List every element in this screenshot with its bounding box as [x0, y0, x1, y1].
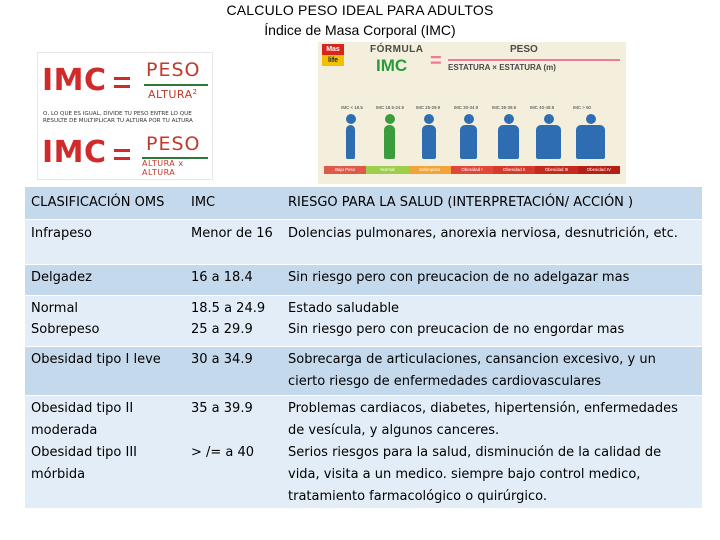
figure-label: IMC 40-49.9	[529, 105, 555, 110]
figure-label: IMC 25-29.9	[415, 105, 441, 110]
body-figure	[573, 105, 605, 164]
cell-risk-line-4: vida, visita a un medico. siempre bajo control medico,	[288, 467, 641, 482]
cell-risk-line-1: Sobrecarga de articulaciones, cansancion excesivo, y un	[288, 352, 656, 367]
cell-classification-normal: Normal	[31, 301, 79, 316]
band-segment: Obesidad I	[451, 166, 493, 174]
body-figure	[453, 105, 479, 164]
figure-head	[544, 114, 554, 124]
table-row	[25, 265, 702, 295]
formula-denominator: ESTATURA × ESTATURA (m)	[448, 63, 556, 72]
formula-equals: =	[430, 50, 442, 72]
figure-label: IMC > 50	[573, 105, 591, 110]
figure-body	[498, 125, 519, 159]
cell-imc-sobrepeso: 25 a 29.9	[191, 322, 253, 337]
logo-bottom: life	[322, 55, 344, 66]
imc-label-2: IMC	[42, 135, 107, 170]
cell-imc-obesity-3: > /= a 40	[191, 445, 255, 460]
cell-imc: 16 a 18.4	[191, 270, 253, 285]
cell-risk-line-5: tratamiento farmacológico o quirúrgico.	[288, 489, 547, 504]
band-segment: Obesidad III	[535, 166, 577, 174]
body-figure	[491, 105, 519, 164]
body-figure	[341, 105, 363, 164]
figure-head	[504, 114, 514, 124]
imc-label-1: IMC	[42, 63, 107, 98]
formula-fraction-line	[448, 59, 620, 61]
fraction-denominator-1	[148, 88, 198, 101]
cell-risk-normal: Estado saludable	[288, 301, 400, 316]
figure-label: IMC 18.5-24.9	[376, 105, 404, 110]
band-segment: Obesidad II	[493, 166, 535, 174]
formula-note: O, LO QUE ES IGUAL, DIVIDE TU PESO ENTRE LO QUE RESULTE DE MULTIPLICAR TU ALTURA POR TU ALTURA	[43, 111, 193, 124]
cell-imc: Menor de 16	[191, 226, 273, 241]
body-figure	[376, 105, 404, 164]
fraction-line-1	[144, 84, 208, 86]
cell-classification-sobrepeso: Sobrepeso	[31, 322, 100, 337]
cell-imc: 30 a 34.9	[191, 352, 253, 367]
equals-sign-2	[114, 149, 130, 165]
figure-head	[586, 114, 596, 124]
cell-risk-sobrepeso: Sin riesgo pero con preucacion de no engordar mas	[288, 322, 625, 337]
header-imc: IMC	[191, 195, 216, 210]
cell-risk-line-2: cierto riesgo de enfermedades cardiovasculares	[288, 374, 601, 389]
squared-superscript: 2	[192, 88, 198, 96]
figure-body	[460, 125, 477, 159]
cell-classification: Obesidad tipo I leve	[31, 352, 161, 367]
title-block	[0, 0, 720, 40]
band-segment: Sobrepeso	[409, 166, 451, 174]
fraction-numerator-2: PESO	[146, 133, 201, 155]
cell-classification: Infrapeso	[31, 226, 92, 241]
figure-head	[346, 114, 356, 124]
equals-sign-1	[114, 77, 130, 93]
table-row	[25, 296, 702, 346]
formula-numerator: PESO	[510, 44, 538, 55]
figure-head	[385, 114, 395, 124]
cell-risk: Dolencias pulmonares, anorexia nerviosa, desnutrición, etc.	[288, 226, 678, 241]
page-subtitle: Índice de Masa Corporal (IMC)	[264, 22, 456, 38]
cell-risk-line-3: Serios riesgos para la salud, disminución de la calidad de	[288, 445, 662, 460]
fraction-numerator-1: PESO	[146, 59, 201, 81]
table-header-row	[25, 187, 702, 219]
altura-text: ALTURA	[148, 88, 193, 101]
band-segment: Bajo Peso	[324, 166, 366, 174]
cell-classification-obesity-3b: mórbida	[31, 467, 86, 482]
cell-classification-obesity-3: Obesidad tipo III	[31, 445, 138, 460]
band-segment: Obesidad IV	[578, 166, 620, 174]
figure-label: IMC 35-39.9	[491, 105, 517, 110]
formula-heading: FÓRMULA	[370, 44, 424, 55]
cell-imc-obesity-2: 35 a 39.9	[191, 401, 253, 416]
logo-top: Mas	[326, 46, 340, 53]
formula-imc: IMC	[376, 56, 408, 75]
cell-classification: Delgadez	[31, 270, 92, 285]
fraction-denominator-2: ALTURA x ALTURA	[142, 159, 184, 177]
figure-body	[384, 125, 395, 159]
figure-body	[576, 125, 605, 159]
imc-formula-image	[37, 52, 213, 180]
body-figures	[324, 100, 624, 164]
figure-label: IMC < 18.5	[341, 105, 363, 110]
table-row	[25, 347, 702, 395]
cell-risk: Sin riesgo pero con preucacion de no adelgazar mas	[288, 270, 630, 285]
maslife-logo	[322, 44, 344, 66]
figure-body	[422, 125, 436, 159]
header-risk: RIESGO PARA LA SALUD (INTERPRETACIÓN/ ACCIÓN )	[288, 195, 634, 210]
table-row	[25, 220, 702, 264]
figure-body	[536, 125, 561, 159]
classification-band	[324, 166, 620, 174]
body-figure	[415, 105, 441, 164]
figure-body	[346, 125, 355, 159]
cell-imc-normal: 18.5 a 24.9	[191, 301, 266, 316]
cell-risk-line-1: Problemas cardiacos, diabetes, hipertensión, enfermedades	[288, 401, 678, 416]
cell-classification-obesity-2b: moderada	[31, 423, 98, 438]
header-classification: CLASIFICACIÓN OMS	[31, 195, 165, 210]
figure-head	[464, 114, 474, 124]
bmi-infographic	[318, 42, 626, 184]
cell-risk-line-2: de vesícula, y algunos canceres.	[288, 423, 500, 438]
body-figure	[529, 105, 561, 164]
figure-label: IMC 30-34.9	[453, 105, 479, 110]
table-row	[25, 396, 702, 508]
band-segment: Normal	[366, 166, 408, 174]
cell-classification-obesity-2: Obesidad tipo II	[31, 401, 134, 416]
page-title: CALCULO PESO IDEAL PARA ADULTOS	[226, 2, 494, 18]
figure-head	[424, 114, 434, 124]
